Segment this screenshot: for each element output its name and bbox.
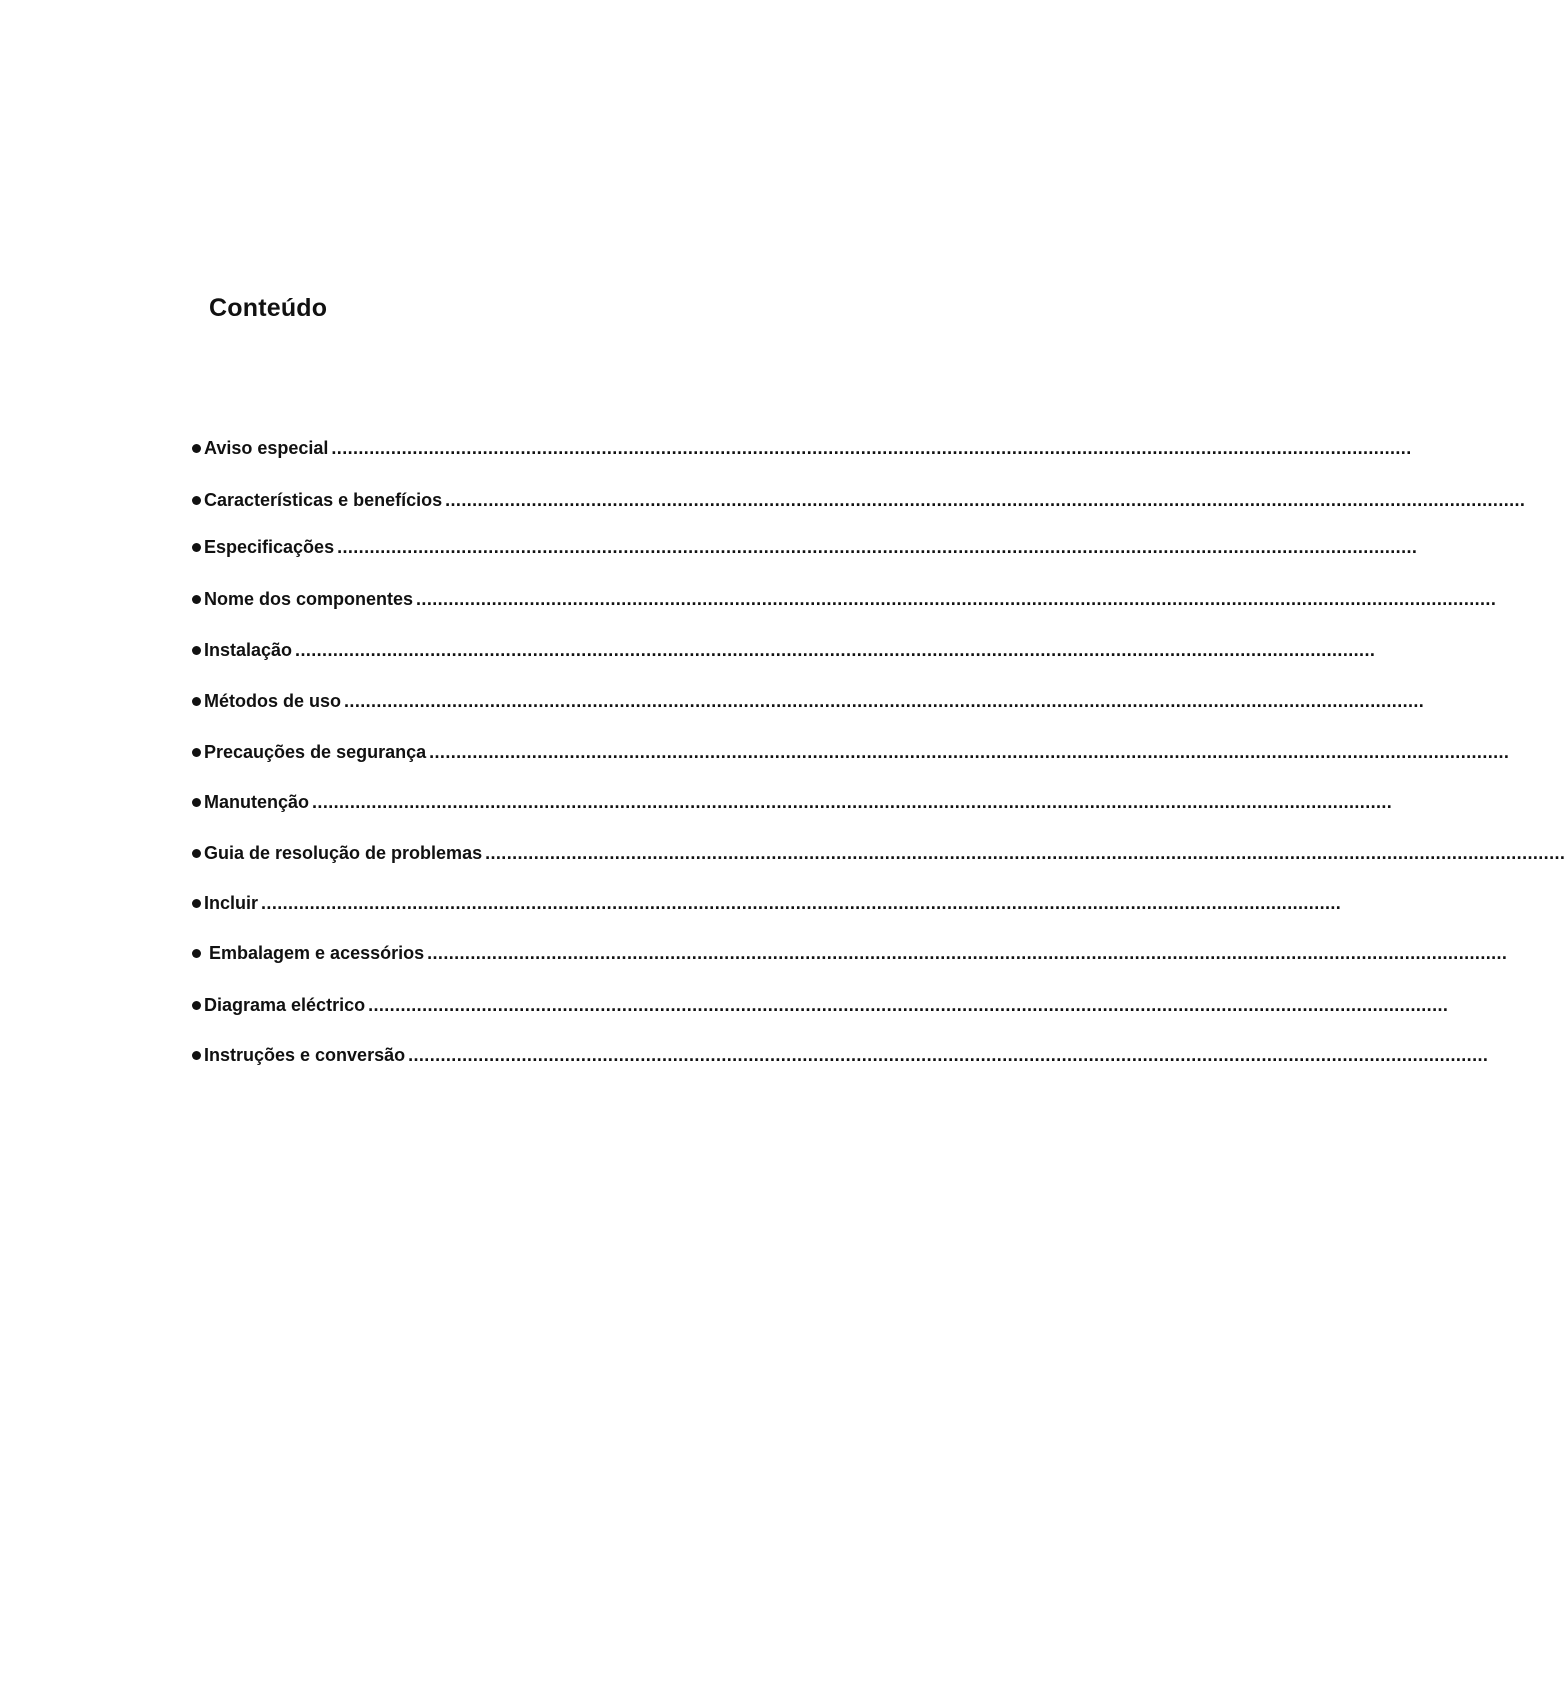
toc-item: [192, 993, 1449, 1017]
bullet-icon: [192, 798, 201, 807]
bullet-icon: [192, 646, 201, 655]
dot-leader: ........................................................................................................................................................................................................: [368, 995, 1449, 1015]
toc-item-label: Instalação: [204, 640, 293, 660]
bullet-icon: [192, 595, 201, 604]
toc-item: [192, 891, 1342, 915]
toc-item: [192, 740, 1510, 764]
toc-item-label: Precauções de segurança: [204, 742, 427, 762]
toc-item-label: Manutenção: [204, 792, 310, 812]
dot-leader: ........................................................................................................................................................................................................: [485, 843, 1565, 863]
bullet-icon: [192, 899, 201, 908]
bullet-icon: [192, 949, 201, 958]
bullet-icon: [192, 496, 201, 505]
bullet-icon: [192, 697, 201, 706]
dot-leader: ........................................................................................................................................................................................................: [429, 742, 1510, 762]
dot-leader: ........................................................................................................................................................................................................: [331, 438, 1412, 458]
toc-item-label: Especificações: [204, 537, 335, 557]
bullet-icon: [192, 1001, 201, 1010]
toc-item: [192, 1043, 1489, 1067]
toc-item-label: Métodos de uso: [204, 691, 342, 711]
dot-leader: ........................................................................................................................................................................................................: [427, 943, 1508, 963]
toc-item: [192, 535, 1418, 559]
dot-leader: ........................................................................................................................................................................................................: [295, 640, 1376, 660]
page-title: Conteúdo: [209, 294, 328, 322]
toc-item-label: Embalagem e acessórios: [209, 943, 425, 963]
bullet-icon: [192, 849, 201, 858]
toc-item-label: Guia de resolução de problemas: [204, 843, 483, 863]
bullet-icon: [192, 543, 201, 552]
toc-item: [192, 841, 1565, 865]
dot-leader: ........................................................................................................................................................................................................: [445, 490, 1526, 510]
toc-item-label: Características e benefícios: [204, 490, 443, 510]
toc-item-label: Instruções e conversão: [204, 1045, 406, 1065]
dot-leader: ........................................................................................................................................................................................................: [312, 792, 1393, 812]
toc-item-label: Aviso especial: [204, 438, 329, 458]
dot-leader: ........................................................................................................................................................................................................: [408, 1045, 1489, 1065]
toc-item: [192, 790, 1393, 814]
dot-leader: ........................................................................................................................................................................................................: [261, 893, 1342, 913]
bullet-icon: [192, 444, 201, 453]
toc-item: [192, 638, 1376, 662]
toc-item: [192, 689, 1425, 713]
toc-item: [192, 436, 1412, 460]
toc-item-label: Nome dos componentes: [204, 589, 414, 609]
dot-leader: ........................................................................................................................................................................................................: [416, 589, 1497, 609]
toc-item: [192, 941, 1508, 965]
toc-item-label: Incluir: [204, 893, 259, 913]
dot-leader: ........................................................................................................................................................................................................: [344, 691, 1425, 711]
bullet-icon: [192, 1051, 201, 1060]
table-of-contents: [192, 0, 1565, 1682]
toc-item: [192, 488, 1526, 512]
dot-leader: ........................................................................................................................................................................................................: [337, 537, 1418, 557]
toc-item-label: Diagrama eléctrico: [204, 995, 366, 1015]
bullet-icon: [192, 748, 201, 757]
toc-item: [192, 587, 1497, 611]
